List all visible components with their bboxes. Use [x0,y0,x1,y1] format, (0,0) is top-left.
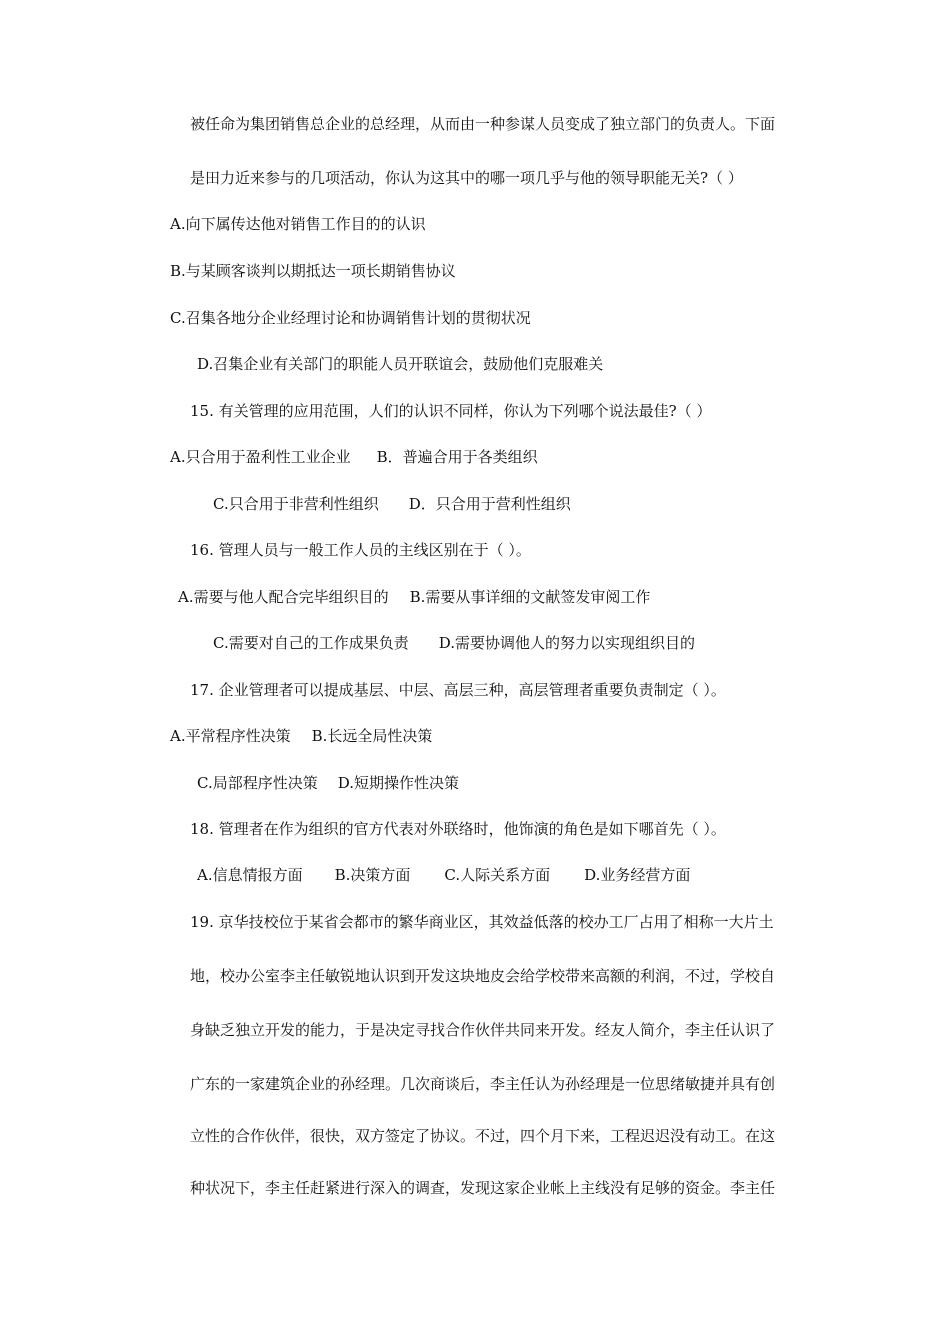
q18-stem: 18. 管理者在作为组织的官方代表对外联络时，他饰演的角色是如下哪首先（ ）。 [190,820,726,838]
q16-stem: 16. 管理人员与一般工作人员的主线区别在于（ ）。 [190,541,531,559]
q15-option-a: A.只合用于盈利性工业企业 [170,448,351,466]
q17-option-d: D.短期操作性决策 [337,774,459,792]
q17-stem: 17. 企业管理者可以提成基层、中层、高层三种，高层管理者重要负责制定（ ）。 [190,681,726,699]
q18-option-c: C.人际关系方面 [444,866,551,884]
q19-line-6: 种状况下，李主任赶紧进行深入的调查，发现这家企业帐上主线没有足够的资金。李主任 [190,1179,776,1197]
q19-line-2: 地，校办公室李主任敏锐地认识到开发这块地皮会给学校带来高额的利润，不过，学校自 [190,967,776,985]
q15-stem: 15. 有关管理的应用范围，人们的认识不同样，你认为下列哪个说法最佳?（ ） [190,402,712,420]
option-c: C.召集各地分企业经理讨论和协调销售计划的贯彻状况 [170,309,531,327]
q15-options-row-2 [213,494,571,514]
q16-option-c: C.需要对自己的工作成果负责 [213,634,409,652]
q18-option-d: D.业务经营方面 [584,866,691,884]
q16-option-a: A.需要与他人配合完毕组织目的 [178,588,389,606]
q17-option-a: A.平常程序性决策 [170,727,291,745]
q16-option-b: B.需要从事详细的文献签发审阅工作 [409,588,651,606]
q17-option-c: C.局部程序性决策 [197,774,318,792]
q19-line-5: 立性的合作伙伴，很快，双方签定了协议。不过，四个月下来，工程迟迟没有动工。在这 [190,1127,776,1145]
q19-line-4: 广东的一家建筑企业的孙经理。几次商谈后，李主任认为孙经理是一位思绪敏捷并具有创 [190,1075,776,1093]
q19-line-3: 身缺乏独立开发的能力，于是决定寻找合作伙伴共同来开发。经友人简介，李主任认识了 [190,1021,776,1039]
q16-option-d: D.需要协调他人的努力以实现组织目的 [438,634,695,652]
option-b: B.与某顾客谈判以期抵达一项长期销售协议 [170,262,456,280]
intro-line-2: 是田力近来参与的几项活动，你认为这其中的哪一项几乎与他的领导职能无关?（ ） [190,169,743,187]
q15-option-d: D．只合用于营利性组织 [408,495,571,513]
q15-option-c: C.只合用于非营利性组织 [213,495,379,513]
q17-options-row-2 [197,773,459,793]
q19-line-1: 19. 京华技校位于某省会都市的繁华商业区，其效益低落的校办工厂占用了相称一大片土 [190,913,774,931]
q18-option-a: A.信息情报方面 [197,866,303,884]
q18-option-b: B.决策方面 [334,866,411,884]
option-d: D.召集企业有关部门的职能人员开联谊会，鼓励他们克服难关 [197,355,604,373]
q17-option-b: B.长远全局性决策 [311,727,433,745]
q15-options-row-1 [170,447,538,467]
q16-options-row-2 [213,633,695,653]
q18-options-row [197,865,690,885]
q16-options-row-1 [178,587,650,607]
q17-options-row-1 [170,726,432,746]
intro-line-1: 被任命为集团销售总企业的总经理，从而由一种参谋人员变成了独立部门的负责人。下面 [190,115,776,133]
option-a: A.向下属传达他对销售工作目的的认识 [170,215,426,233]
q15-option-b: B．普遍合用于各类组织 [376,448,538,466]
